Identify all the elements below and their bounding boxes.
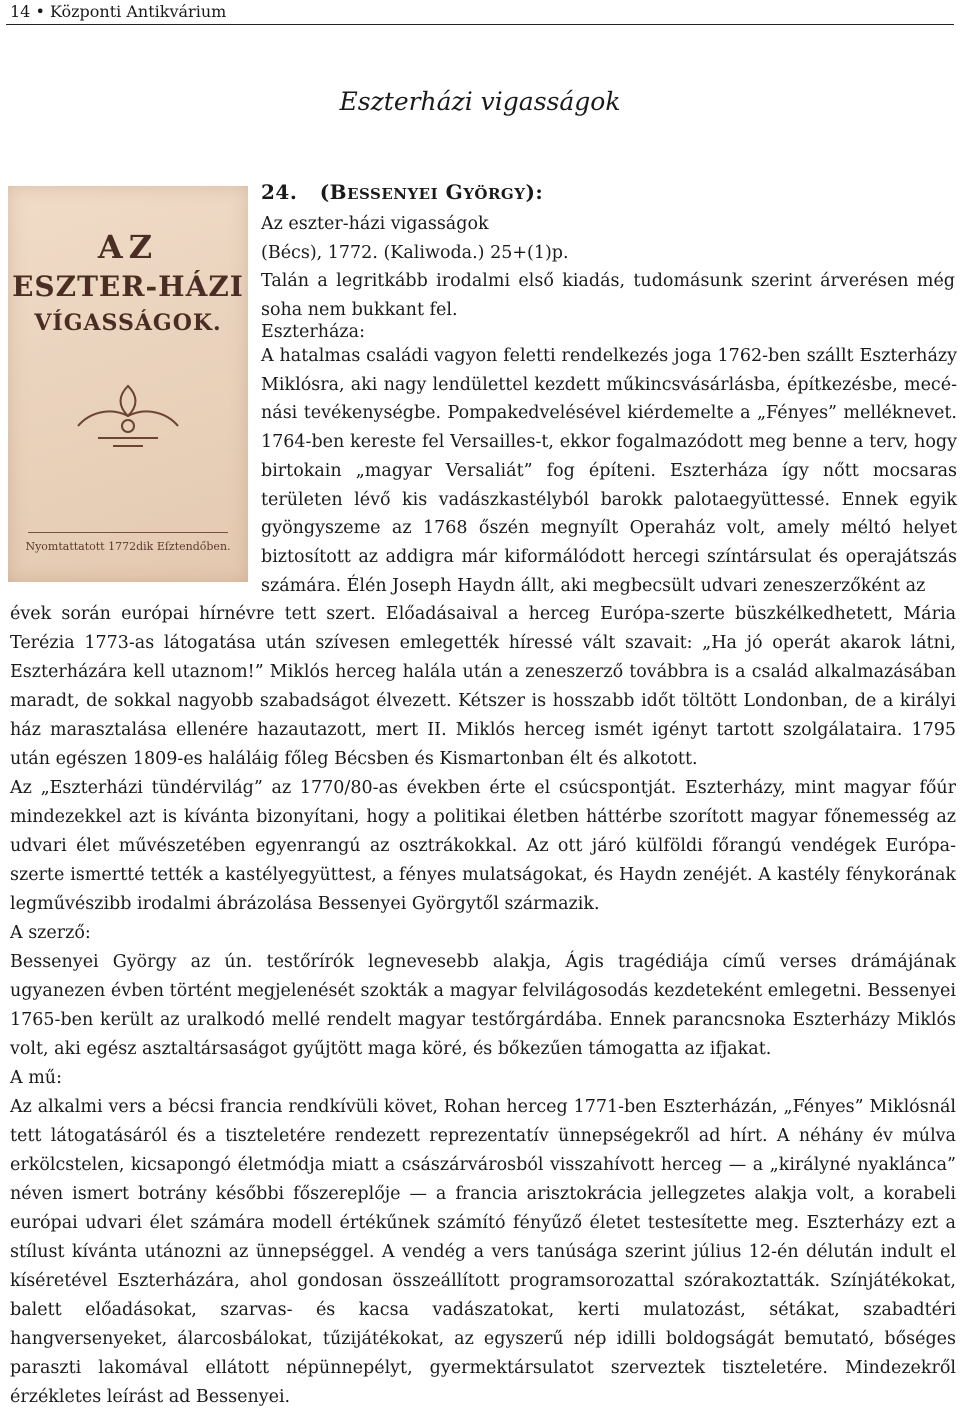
author-initial-g: G [438, 180, 464, 204]
author-smallcaps-2: YÖRGY [463, 185, 526, 203]
entry-imprint: (Bécs), 1772. (Kaliwoda.) 25+(1)p. [261, 243, 569, 263]
section-label-work: A mű: [10, 1068, 62, 1088]
section-eszterhaza-paragraph: A hatalmas családi vagyon feletti rendelkezés joga 1762-ben szállt Eszterházy Miklósra, aki nagy lendülettel kezdett műkincsvásárlásba, építkezésbe, mecé-nási tevékenységbe. Pompakedvelésével kiérdemelte a „Fényes” melléknevet. 1764-ben kereste fel Versailles-t, ekkor fogalmazódott meg benne a terv, hogy birtokain „magyar Versaliát” fog építeni. Eszterháza így nőtt mocsaras területen lévő kis vadászkastélyból barokk palotaegyüttessé. Ennek egyik gyöngyszeme az 1768 őszén megnyílt Operaház volt, amely méltó helyet biztosított az addigra már kiformálódott hercegi színtársulat és operajátszás számára. Élén Joseph Haydn állt, aki megbecsült udvari zeneszerzőként az [261, 346, 957, 596]
cover-line-1: AZ [97, 228, 159, 266]
running-head: 14 • Központi Antikvárium [10, 2, 227, 21]
page-title: Eszterházi vigasságok [339, 87, 621, 116]
author-close: ): [525, 180, 544, 204]
book-cover-image [8, 186, 248, 582]
cover-imprint: Nyomtattatott 1772dik Eſztendőben. [25, 540, 231, 553]
entry-note-line-1: Talán a legritkább irodalmi első kiadás, tudomásunk szerint árverésen még [261, 271, 955, 291]
ornament-icon [58, 376, 198, 456]
entry-number: 24. [261, 180, 298, 204]
cover-line-2: ESZTER-HÁZI [12, 270, 244, 303]
section-eszterhaza-continuation: évek során európai hírnévre tett szert. Előadásaival a herceg Európa-szerte büszkélkedhetett, Mária Terézia 1773-as látogatása után szívesen emlegették híressé vált szavait: „Ha jó operát akarok látni, Eszterházára kell utaznom!” Miklós herceg halála után a zeneszerző továbbra is a család alkalmazásában maradt, de sokkal nagyobb szabadságot élvezett. Kétszer is hosszabb időt töltött Londonban, de a királyi ház marasztalása ellenére hazautazott, mert II. Miklós herceg ismét igényt tartott szolgálataira. 1795 után egészen 1809-es haláláig főleg Bécsben és Kismartonban élt és alkotott. [10, 604, 956, 769]
cover-line-3: VÍGASSÁGOK. [34, 310, 222, 336]
main-text [10, 600, 956, 1412]
cover-rule [28, 532, 228, 533]
section-eszterhaza-text-side [261, 342, 957, 600]
entry-heading [261, 178, 543, 208]
section-work-paragraph: Az alkalmi vers a bécsi francia rendkívüli követ, Rohan herceg 1771-ben Eszterházán, „Fényes” Miklósnál tett látogatásáról és a tiszteletére rendezett reprezentatív ünnepségekről ad hírt. A néhány év múlva erkölcstelen, kicsapongó életmódja miatt a császárvárosból visszahívott herceg — a „királyné nyaklánca” néven ismert botrány későbbi főszereplője — a francia arisztokrácia jellegzetes alakja volt, a korabeli európai udvari élet számára modell értékűnek számító fényűző életet testesítette meg. Eszterházy ezt a stílust kívánta utánozni az ünnepséggel. A vendég a vers tanúsága szerint július 12-én délután indult el kíséretével Eszterházára, ahol gondosan összeállított programsorozattal szórakoztatták. Színjátékokat, balett előadásokat, szarvas- és kacsa vadászatokat, kerti mulatozást, sétákat, szabadtéri hangversenyeket, álarcosbálokat, tűzijátékokat, az egyszerű nép idilli boldogságát bemutató, bőséges paraszti lakomával ellátott népünnepélyt, gyermektársulatot szerveztek tiszteletére. Mindezekről érzékletes leírást ad Bessenyei. [10, 1097, 956, 1407]
entry-title: Az eszter-házi vigasságok [261, 214, 489, 234]
section-label-eszterhaza: Eszterháza: [261, 322, 365, 342]
author-open: (B [319, 180, 348, 204]
section-label-author: A szerző: [10, 923, 91, 943]
section-eszterhaza-paragraph-2: Az „Eszterházi tündérvilág” az 1770/80-as években érte el csúcspontját. Eszterházy, mint magyar főúr mindezekkel azt is kívánta bizonyítani, hogy a politikai életben háttérbe szorított magyar főnemesség az udvari élet művészetében egyenrangú az osztrákokkal. Az ott járó külföldi főrangú vendégek Európa-szerte ismertté tették a kastélyegyüttest, a fényes mulatságokat, és Haydn zenéjét. A kastély fénykorának legművészibb irodalmi ábrázolása Bessenyei Györgytől származik. [10, 778, 956, 914]
section-author-paragraph: Bessenyei György az ún. testőrírók legnevesebb alakja, Ágis tragédiája című verses drámájának ugyanezen évben történt megjelenését szokták a magyar felvilágosodás kezdeteként emlegetni. Bessenyei 1765-ben került az uralkodó mellé rendelt magyar testőrgárdába. Ennek parancsnoka Eszterházy Miklós volt, aki egész asztaltársaságot gyűjtött maga köré, és bőkezűen támogatta az ifjakat. [10, 952, 956, 1059]
entry-note-line-2: soha nem bukkant fel. [261, 300, 458, 320]
author-smallcaps-1: ESSENYEI [347, 185, 439, 203]
header-rule [6, 24, 954, 25]
